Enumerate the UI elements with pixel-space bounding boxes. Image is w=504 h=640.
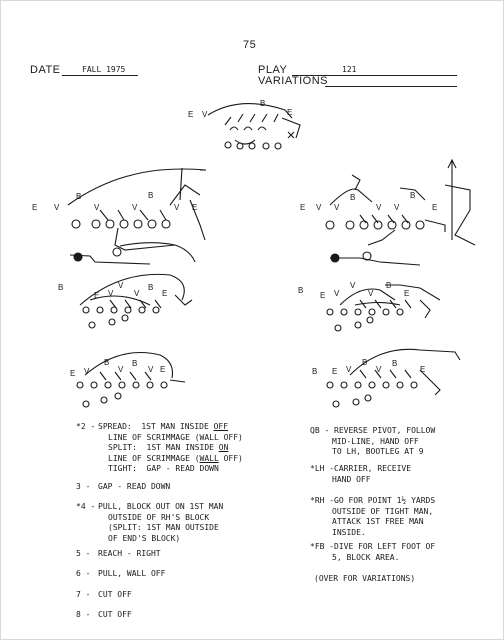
assignment-line: INSIDE. — [332, 527, 366, 537]
defender-label: E — [404, 289, 410, 298]
assignment-number: *4 - — [76, 502, 96, 511]
defender-label: E — [300, 203, 306, 212]
assignment-line — [108, 514, 209, 522]
date-value: FALL 1975 — [82, 65, 126, 74]
assignment-line — [108, 465, 219, 473]
assignment-text: (SPLIT: 1ST MAN OUTSIDE — [108, 523, 219, 532]
defender-label: E — [332, 367, 338, 376]
defender-label: B — [410, 191, 416, 200]
page-number: 75 — [243, 39, 257, 51]
defender-label: V — [108, 289, 114, 298]
diagram-low-left — [80, 274, 192, 328]
assignment-number: *2 - — [76, 422, 96, 431]
defender-label: E — [192, 203, 198, 212]
footer-note: (OVER FOR VARIATIONS) — [314, 574, 416, 583]
diagram-low-right — [327, 285, 440, 331]
assignment-line — [98, 550, 161, 558]
defender-label: B — [260, 99, 266, 108]
defender-label: E — [420, 365, 426, 374]
defender-label: E — [70, 369, 76, 378]
defender-label: V — [368, 289, 374, 298]
assignment-line — [108, 434, 243, 442]
defender-label: V — [376, 365, 382, 374]
defender-label: E — [432, 203, 438, 212]
defender-label: B — [148, 191, 154, 200]
assignment-text: PULL, WALL OFF — [98, 569, 166, 578]
defender-label: V — [118, 365, 124, 374]
defender-label: B — [350, 193, 356, 202]
assignment-line: HAND OFF — [332, 474, 371, 484]
defender-label: B — [132, 359, 138, 368]
assignment-line — [98, 483, 170, 491]
assignment-line — [108, 535, 180, 543]
defender-label: B — [148, 283, 154, 292]
assignment-line: OUTSIDE OF TIGHT MAN, — [332, 506, 434, 516]
assignment-line: CARRIER, RECEIVE — [334, 464, 412, 473]
assignment-line — [108, 444, 228, 452]
defender-label: B — [104, 358, 110, 367]
assignment-line — [108, 524, 219, 532]
assignment-text: OUTSIDE OF RH'S BLOCK — [108, 512, 210, 522]
assignment-line: DIVE FOR LEFT FOOT OF — [334, 542, 436, 551]
assignment-number: 5 - — [76, 549, 91, 558]
assignment-number: 6 - — [76, 569, 91, 578]
assignment-emphasis: ON — [218, 443, 229, 452]
assignment-number: *FB - — [310, 542, 335, 551]
defender-label: V — [202, 110, 208, 119]
assignment-line: GO FOR POINT 1½ YARDS — [334, 496, 436, 505]
assignment-text: LINE OF SCRIMMAGE ( — [108, 453, 200, 463]
assignment-text: REACH - RIGHT — [98, 549, 161, 558]
assignment-line — [98, 423, 228, 431]
assignment-number: 3 - — [76, 482, 91, 491]
assignment-line — [108, 455, 243, 463]
assignment-text: CUT OFF — [98, 590, 132, 599]
play-label: PLAY — [258, 64, 288, 76]
assignment-text: OFF) — [218, 453, 243, 463]
assignment-text: SPREAD: 1ST MAN INSIDE — [98, 422, 214, 431]
defender-label: V — [148, 365, 154, 374]
diagram-bottom-left — [77, 353, 185, 408]
assignment-line — [98, 570, 165, 578]
assignment-line: 5, BLOCK AREA. — [332, 552, 400, 562]
defender-label: V — [84, 367, 90, 376]
defender-label: V — [334, 289, 340, 298]
assignment-line: ATTACK 1ST FREE MAN — [332, 517, 424, 526]
defender-label: B — [386, 281, 392, 290]
assignment-text: SPLIT: 1ST MAN INSIDE — [108, 443, 219, 452]
defender-label: V — [316, 203, 322, 212]
assignment-number: 7 - — [76, 590, 91, 599]
assignment-text: PULL, BLOCK OUT ON 1ST MAN — [98, 502, 224, 511]
defender-label: V — [134, 289, 140, 298]
defender-label: V — [334, 203, 340, 212]
defender-label: V — [54, 203, 60, 212]
defender-label: V — [174, 203, 180, 212]
defender-label: E — [188, 110, 194, 119]
defender-label: B — [58, 283, 64, 292]
variations-label: VARIATIONS — [258, 75, 328, 87]
defender-label: V — [346, 365, 352, 374]
defender-label: B — [312, 367, 318, 376]
defender-label: B — [392, 359, 398, 368]
assignment-text: GAP - READ DOWN — [98, 482, 171, 491]
defender-label: E — [320, 291, 326, 300]
assignment-line: REVERSE PIVOT, FOLLOW — [334, 426, 436, 435]
assignment-line: TO LH, BOOTLEG AT 9 — [332, 447, 424, 456]
play-value: 121 — [342, 65, 357, 74]
defender-label: E — [94, 291, 100, 300]
assignment-text: TIGHT: GAP - READ DOWN — [108, 464, 219, 473]
assignment-number: QB - — [310, 426, 330, 435]
diagram-mid-left — [68, 168, 206, 264]
defender-label: E — [287, 108, 293, 117]
defender-label: B — [298, 286, 304, 295]
defender-label: V — [394, 203, 400, 212]
assignment-text: LINE OF SCRIMMAGE (WALL OFF) — [108, 432, 243, 442]
assignment-emphasis: OFF — [213, 422, 229, 431]
defender-label: B — [76, 192, 82, 201]
defender-label: E — [160, 365, 166, 374]
defender-label: B — [362, 358, 368, 367]
defender-label: V — [132, 203, 138, 212]
assignment-line — [98, 503, 223, 511]
assignment-line — [98, 591, 132, 599]
assignment-emphasis: WALL — [199, 453, 219, 463]
assignment-number: 8 - — [76, 610, 91, 619]
defender-label: E — [162, 289, 168, 298]
date-label: DATE — [30, 64, 61, 76]
diagram-mid-right — [326, 160, 475, 265]
diagram-bottom-right — [327, 349, 460, 407]
assignment-number: *RH - — [310, 496, 335, 505]
assignment-line: MID-LINE, HAND OFF — [332, 436, 419, 446]
assignment-line — [98, 611, 132, 619]
defender-label: V — [376, 203, 382, 212]
defender-label: E — [32, 203, 38, 212]
assignment-number: *LH - — [310, 464, 335, 473]
defender-label: V — [94, 203, 100, 212]
defender-label: V — [350, 281, 356, 290]
defender-label: V — [118, 281, 124, 290]
assignment-text: CUT OFF — [98, 610, 132, 619]
assignment-text: OF END'S BLOCK) — [108, 533, 181, 543]
